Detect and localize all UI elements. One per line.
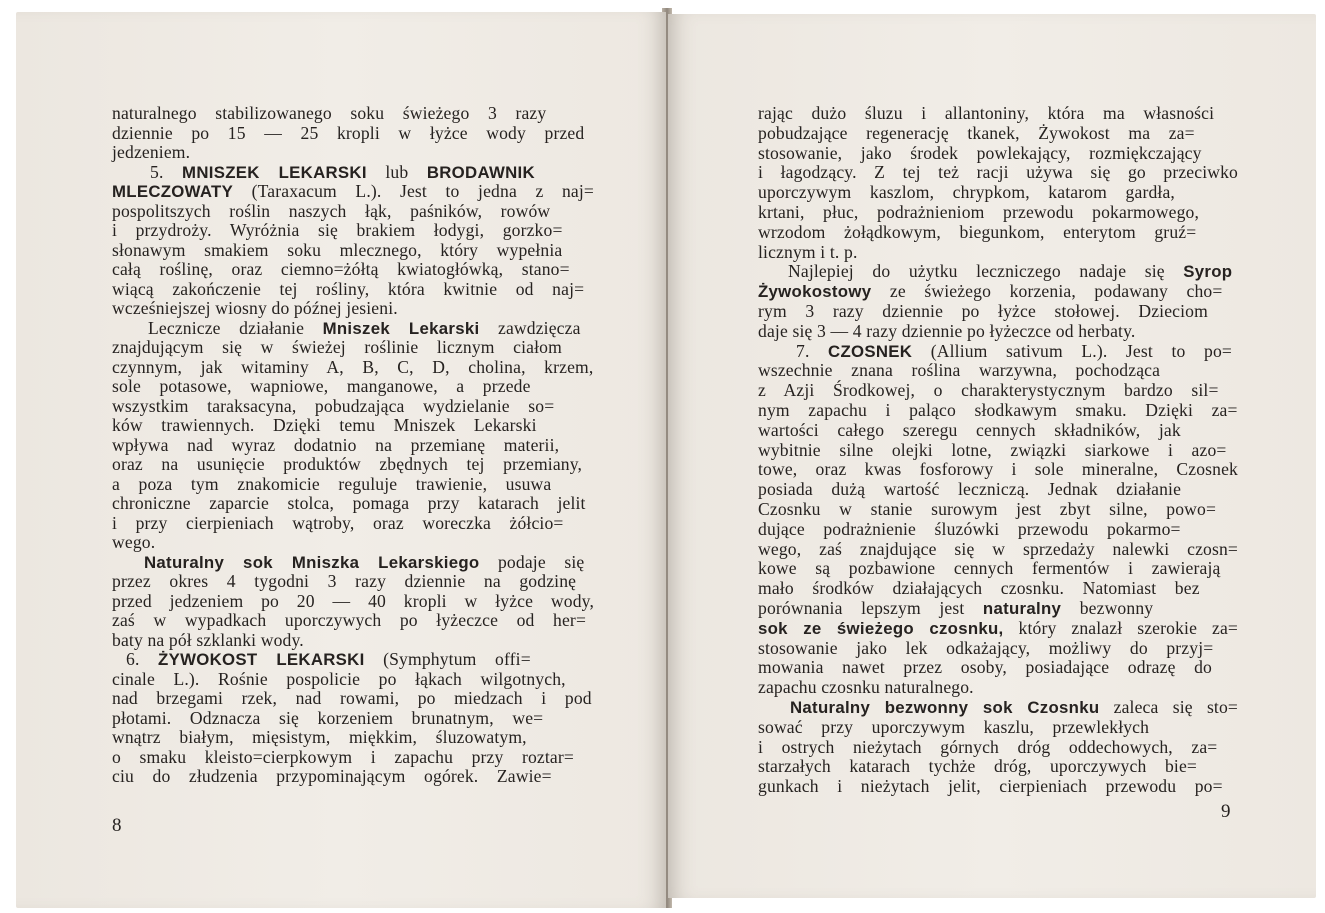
text-line: przed jedzeniem po 20 — 40 kropli w łyżce wody,: [112, 590, 594, 611]
text-line: całą roślinę, oraz ciemno=żółtą kwiatogłówką, stano=: [112, 259, 570, 279]
text-line: sole potasowe, wapniowe, manganowe, a przede: [112, 376, 531, 396]
text-line: wcześniejszej wiosny do późnej jesieni.: [112, 298, 398, 318]
text-line: wrzodom żołądkowym, biegunkom, enterytom gruź=: [758, 221, 1197, 242]
text-line: dujące podrażnienie śluzówki przewodu pokarmo=: [758, 518, 1181, 539]
text-line: zapachu czosnku naturalnego.: [758, 677, 974, 698]
text-line: Naturalny sok Mniszka Lekarskiego podaje się: [144, 551, 585, 572]
text-line: i przydroży. Wyróżnia się brakiem łodygi, gorzko=: [112, 220, 563, 240]
text-line: krtani, płuc, podrażnieniom przewodu pokarmowego,: [758, 202, 1200, 222]
text-line: Naturalny bezwonny sok Czosnku zaleca się sto=: [790, 697, 1238, 717]
text-line: wiącą zakończenie tej rośliny, która kwitnie od naj=: [112, 278, 585, 299]
text-line: a poza tym znakomicie reguluje trawienie, usuwa: [112, 473, 552, 494]
text-line: o smaku kleisto=cierpkowym i zapachu przy roztar=: [112, 746, 574, 767]
text-line: wego.: [112, 532, 156, 552]
text-line: Lecznicze działanie Mniszek Lekarski zawdzięcza: [148, 317, 581, 338]
text-line: 7. CZOSNEK (Allium sativum L.). Jest to po=: [796, 340, 1232, 361]
text-line: towe, oraz kwas fosforowy i sole mineralne, Czosnek: [758, 459, 1238, 480]
text-line: stosowanie jako lek odkażający, możliwy do przyj=: [758, 637, 1214, 658]
text-line: przez okres 4 tygodni 3 razy dziennie na godzinę: [112, 571, 577, 591]
text-line: oraz na usunięcie produktów zbędnych tej przemiany,: [112, 454, 583, 474]
text-line: ków trawiennych. Dzięki temu Mniszek Lekarski: [112, 415, 537, 435]
text-line: dziennie po 15 — 25 kropli w łyżce wody przed: [112, 122, 585, 143]
text-line: Żywokostowy ze świeżego korzenia, podawany cho=: [758, 281, 1223, 302]
text-line: posiada dużą wartość leczniczą. Jednak działanie: [758, 479, 1182, 500]
text-line: stosowanie, jako środek powlekający, rozmiękczający: [758, 142, 1202, 163]
text-line: wpływa nad wyraz dodatnio na przemianę materii,: [112, 434, 560, 455]
text-line: i ostrych nieżytach górnych dróg oddechowych, za=: [758, 736, 1218, 757]
text-line: wartości całego szeregu cennych składników, jak: [758, 419, 1181, 440]
text-line: sować przy uporczywym kaszlu, przewlekłych: [758, 716, 1150, 737]
text-line: 6. ŻYWOKOST LEKARSKI (Symphytum offi=: [126, 649, 531, 669]
text-line: baty na pół szklanki wody.: [112, 629, 304, 650]
text-line: słonawym smakiem soku mlecznego, który wypełnia: [112, 239, 563, 260]
text-line: starzałych katarach tychże dróg, uporczywych bie=: [758, 756, 1197, 777]
text-line: i przy cierpieniach wątroby, oraz woreczka żółcio=: [112, 512, 564, 533]
text-line: wego, zaś znajdujące się w sprzedaży nalewki czosn=: [758, 538, 1238, 559]
text-line: Najlepiej do użytku leczniczego nadaje się Syrop: [788, 261, 1233, 282]
text-line: rym 3 razy dziennie po łyżce stołowej. Dzieciom: [758, 301, 1208, 321]
text-line: daje się 3 — 4 razy dziennie po łyżeczce od herbaty.: [758, 320, 1136, 341]
text-line: wnątrz białym, mięsistym, miękkim, śluzowatym,: [112, 727, 527, 747]
text-line: wszechnie znana roślina warzywna, pochodząca: [758, 360, 1161, 381]
text-line: i łagodzący. Z tej też racji używa się go przeciwko: [758, 162, 1238, 183]
text-line: cinale L.). Rośnie pospolicie po łąkach wilgotnych,: [112, 668, 566, 689]
text-line: 5. MNISZEK LEKARSKI lub BRODAWNIK: [150, 161, 535, 182]
text-line: porównania lepszym jest naturalny bezwonny: [758, 598, 1154, 618]
text-line: Czosnku w stanie surowym jest zbyt silne, powo=: [758, 499, 1217, 519]
text-line: mowania nawet przez osoby, posiadające odrazę do: [758, 657, 1212, 678]
text-line: wybitnie silne olejki lotne, związki siarkowe i azo=: [758, 439, 1227, 460]
page-number: 8: [112, 815, 122, 836]
text-line: znajdującym się w świeżej roślinie licznym ciałom: [112, 337, 562, 357]
text-line: rając dużo śluzu i allantoniny, która ma własności: [758, 103, 1215, 123]
text-line: kowe są pozbawione cennych fermentów i zawierają: [758, 558, 1221, 579]
text-line: uporczywym kaszlom, chrypkom, katarom gardła,: [758, 182, 1175, 203]
text-line: z Azji Środkowej, o charakterystycznym bardzo sil=: [758, 380, 1219, 401]
text-line: jedzeniem.: [112, 142, 191, 162]
text-line: pobudzające regenerację tkanek, Żywokost ma za=: [758, 122, 1195, 143]
page-number: 9: [1221, 801, 1231, 822]
text-line: sok ze świeżego czosnku, który znalazł szerokie za=: [758, 617, 1238, 638]
text-line: zaś w wypadkach uporczywych po łyżeczce od her=: [112, 610, 587, 630]
text-line: naturalnego stabilizowanego soku świeżego 3 razy: [112, 103, 547, 123]
text-line: nym zapachu i paląco słodkawym smaku. Dzięki za=: [758, 400, 1238, 420]
text-line: licznym i t. p.: [758, 241, 858, 262]
text-line: czynnym, jak witaminy A, B, C, D, cholina, krzem,: [112, 356, 594, 377]
text-line: ciu do złudzenia przypominającym ogórek. Zawie=: [112, 766, 552, 786]
text-line: pospolitszych roślin naszych łąk, paśników, rowów: [112, 200, 551, 221]
text-line: mało środków działających czosnku. Natomiast bez: [758, 578, 1200, 599]
text-line: płotami. Odznacza się korzeniem brunatnym, we=: [112, 707, 544, 728]
text-line: wszystkim taraksacyna, pobudzająca wydzielanie so=: [112, 395, 555, 416]
text-line: nad brzegami rzek, nad rowami, po miedzach i pod: [112, 688, 592, 708]
text-line: gunkach i nieżytach jelit, cierpieniach przewodu po=: [758, 776, 1223, 797]
text-line: MLECZOWATY (Taraxacum L.). Jest to jedna z naj=: [112, 181, 594, 201]
text-line: chroniczne zaparcie stolca, pomaga przy katarach jelit: [112, 493, 586, 513]
